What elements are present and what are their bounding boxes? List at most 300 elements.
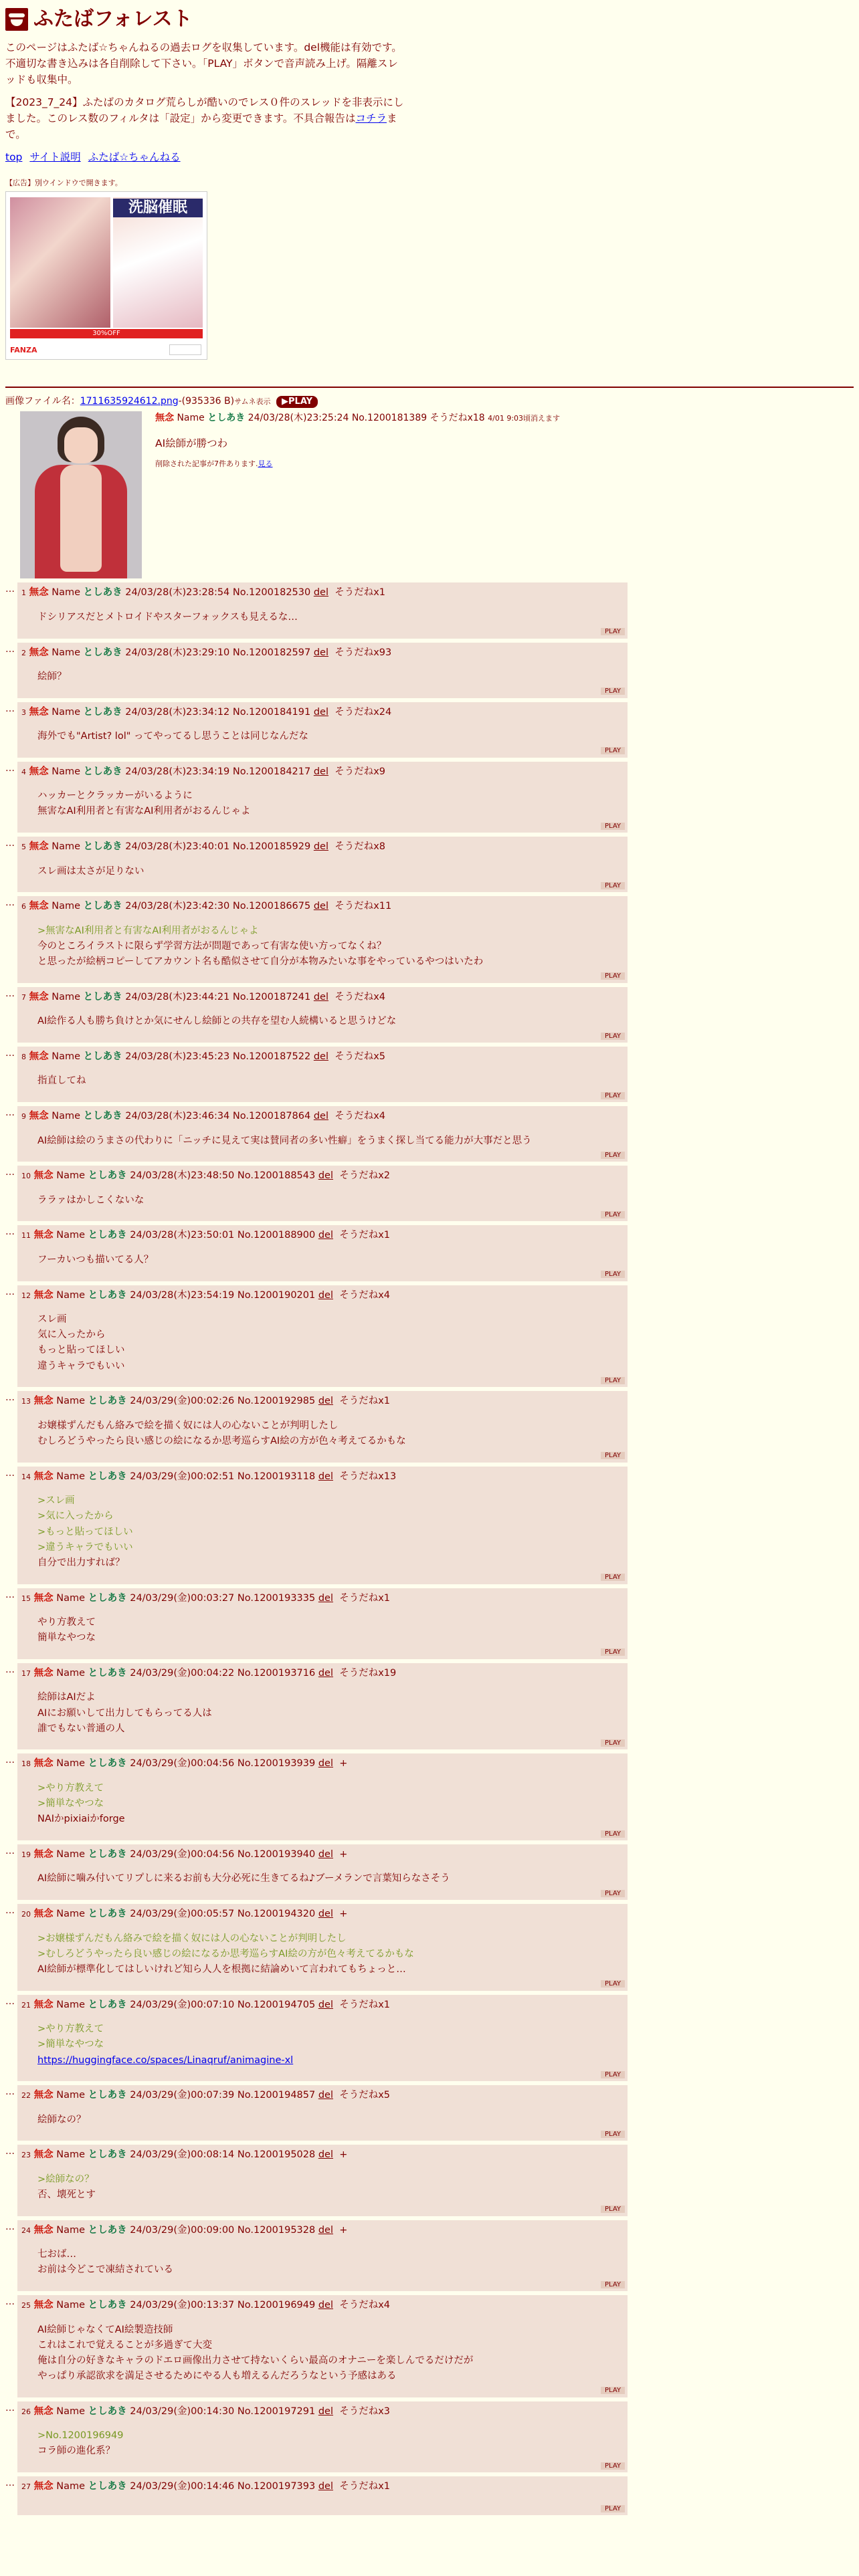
reply-play-button[interactable]: PLAY [601, 747, 625, 754]
reply-quote-line: >もっと貼ってほしい [37, 1526, 133, 1537]
reply-play-button[interactable]: PLAY [601, 882, 625, 889]
reply-box [17, 643, 628, 698]
reply-menu-icon[interactable]: … [5, 762, 15, 774]
reply-menu-icon[interactable]: … [5, 2296, 15, 2308]
reply-line: 絵師なの？ [37, 2114, 86, 2125]
reply-number[interactable]: No.1200185929 [232, 841, 311, 853]
op-file-info [5, 395, 854, 409]
reply-subject: 無念 [33, 2481, 54, 2492]
reply-sodane[interactable]: そうだねx11 [335, 901, 392, 912]
reply-line: 自分で出力すれば？ [37, 1557, 125, 1568]
reply-line: 海外でも"Artist? lol" ってやってるし思うことは同じなんだな [37, 731, 309, 742]
reply-name-label: Name [56, 1667, 85, 1679]
reply-index: 10 [21, 1172, 31, 1181]
reply-play-button[interactable]: PLAY [601, 1211, 625, 1218]
reply-datetime: 24/03/28(木)23:54:19 [130, 1289, 235, 1301]
reply-menu-icon[interactable]: … [5, 1846, 15, 1856]
reply-name: としあき [88, 1471, 127, 1482]
reply-subject: 無念 [33, 1396, 54, 1407]
reply-del-link[interactable]: del [313, 766, 328, 777]
reply-line: AI絵師に噛み付いてリプしに来るお前も大分必死に生きてるね♪ブーメランで言葉知らなさそう [37, 1873, 450, 1885]
reply-subject: 無念 [33, 1667, 54, 1679]
reply-number[interactable]: No.1200194320 [237, 1909, 316, 1920]
reply-header [21, 2088, 625, 2103]
reply-del-link[interactable]: del [318, 1909, 333, 1920]
reply-header [21, 1049, 625, 1064]
ad-image-left[interactable] [10, 197, 110, 328]
reply-box [17, 2085, 628, 2141]
reply-number[interactable]: No.1200193939 [237, 1758, 316, 1769]
reply-del-link[interactable]: del [318, 1230, 333, 1241]
reply-play-button[interactable]: PLAY [601, 2462, 625, 2470]
reply-number[interactable]: No.1200187864 [232, 1111, 311, 1122]
reply-subject: 無念 [33, 1592, 54, 1604]
reply-line: これはこれで覚えることが多過ぎて大変 [37, 2339, 212, 2351]
reply-name: としあき [88, 1170, 127, 1182]
reply-play-button[interactable]: PLAY [601, 2131, 625, 2138]
reply-row [5, 1663, 854, 1750]
reply-play-button[interactable]: PLAY [601, 1890, 625, 1897]
reply-menu-icon[interactable]: … [5, 1589, 15, 1600]
reply-line: 今のところイラストに限らず学習方法が問題であって有害な使い方ってなくね？ [37, 940, 387, 952]
reply-del-link[interactable]: del [318, 1396, 333, 1407]
reply-index: 24 [21, 2226, 31, 2235]
reply-body [37, 1418, 625, 1449]
reply-del-link[interactable]: del [318, 2405, 333, 2417]
reply-box [17, 1285, 628, 1388]
reply-subject: 無念 [33, 1230, 54, 1241]
reply-menu-icon[interactable]: … [5, 643, 15, 655]
reply-body [37, 1871, 625, 1887]
reply-play-row [21, 1376, 625, 1386]
reply-row [5, 2085, 854, 2141]
reply-number[interactable]: No.1200182597 [232, 647, 311, 658]
reply-del-link[interactable]: del [318, 1849, 333, 1860]
reply-del-link[interactable]: del [318, 2090, 333, 2101]
reply-datetime: 24/03/29(金)00:02:51 [130, 1471, 235, 1482]
reply-subject: 無念 [29, 647, 49, 658]
reply-row [5, 762, 854, 833]
reply-del-link[interactable]: del [318, 1592, 333, 1604]
reply-number[interactable]: No.1200188900 [237, 1230, 316, 1241]
reply-datetime: 24/03/29(金)00:04:22 [130, 1667, 235, 1679]
reply-datetime: 24/03/29(金)00:08:14 [130, 2149, 235, 2161]
reply-play-button[interactable]: PLAY [601, 2387, 625, 2394]
reply-quote-line: >簡単なやつな [37, 2039, 104, 2050]
reply-del-link[interactable]: del [313, 841, 328, 853]
reply-menu-icon[interactable]: … [5, 2146, 15, 2157]
reply-play-button[interactable]: PLAY [601, 1033, 625, 1040]
reply-subject: 無念 [33, 1471, 54, 1482]
nav-about-link[interactable]: サイト説明 [29, 150, 81, 163]
reply-del-link[interactable]: del [313, 901, 328, 912]
reply-name: としあき [83, 901, 122, 912]
reply-line: ハッカーとクラッカーがいるように [37, 790, 193, 802]
reply-sodane[interactable]: + [339, 1909, 348, 1920]
reply-play-button[interactable]: PLAY [601, 2071, 625, 2078]
reply-datetime: 24/03/28(木)23:40:01 [125, 841, 230, 853]
reply-del-link[interactable]: del [318, 1999, 333, 2010]
reply-number[interactable]: No.1200190201 [237, 1289, 316, 1301]
op-datetime: 24/03/28(木)23:25:24 [248, 413, 349, 424]
reply-subject: 無念 [33, 1170, 54, 1182]
reply-sodane[interactable]: そうだねx1 [339, 1230, 391, 1241]
op-thumbnail[interactable] [20, 411, 142, 578]
reply-number[interactable]: No.1200194857 [237, 2090, 316, 2101]
site-logo-icon[interactable] [5, 8, 28, 31]
reply-line: スレ画は太さが足りない [37, 865, 145, 877]
reply-menu-icon[interactable]: … [5, 2086, 15, 2098]
reply-menu-icon[interactable]: … [5, 1286, 15, 1297]
intro-notice-tail: まで。 [5, 112, 397, 140]
reply-body [37, 1781, 625, 1828]
reply-name: としあき [83, 1051, 122, 1062]
reply-number[interactable]: No.1200184191 [232, 706, 311, 718]
reply-index: 2 [21, 648, 26, 657]
reply-play-button[interactable]: PLAY [601, 2206, 625, 2213]
reply-box [17, 1106, 628, 1162]
reply-body [37, 2022, 625, 2068]
reply-list [5, 582, 854, 2515]
nav-futaba-link[interactable]: ふたば☆ちゃんねる [88, 150, 181, 163]
reply-play-button[interactable]: PLAY [601, 1092, 625, 1099]
reply-del-link[interactable]: del [318, 1471, 333, 1482]
op-subject: 無念 [155, 413, 174, 424]
thumb-face [64, 427, 98, 463]
ad-carousel-controls[interactable] [169, 344, 201, 355]
reply-body [37, 610, 625, 625]
reply-menu-icon[interactable]: … [5, 1905, 15, 1917]
reply-number[interactable]: No.1200195028 [237, 2149, 316, 2161]
reply-play-button[interactable]: PLAY [601, 1648, 625, 1656]
reply-menu-icon[interactable]: … [5, 2478, 15, 2489]
reply-del-link[interactable]: del [318, 1667, 333, 1679]
reply-number[interactable]: No.1200197291 [237, 2405, 316, 2417]
reply-line: ドシリアスだとメトロイドやスターフォックスも見えるな… [37, 611, 298, 623]
reply-menu-icon[interactable]: … [5, 2402, 15, 2413]
reply-subject: 無念 [33, 1289, 54, 1301]
op-name: としあき [207, 413, 246, 424]
reply-line: AI絵師が標準化してはしいけれど知ら人人を根拠に結論めいて言われてもちょっと… [37, 1964, 406, 1975]
reply-name-label: Name [52, 841, 80, 853]
reply-header [21, 1469, 625, 1484]
reply-number[interactable]: No.1200195328 [237, 2224, 316, 2236]
reply-datetime: 24/03/28(木)23:50:01 [130, 1230, 235, 1241]
reply-line: お前は今どこで凍結されている [37, 2264, 173, 2276]
reply-name-label: Name [52, 647, 80, 658]
reply-sodane[interactable]: そうだねx1 [339, 2481, 391, 2492]
reply-play-button[interactable]: PLAY [601, 1271, 625, 1278]
reply-del-link[interactable]: del [313, 587, 328, 599]
bug-report-link[interactable]: コチラ [355, 112, 387, 124]
reply-number[interactable]: No.1200187522 [232, 1051, 311, 1062]
reply-number[interactable]: No.1200193716 [237, 1667, 316, 1679]
reply-number[interactable]: No.1200193335 [237, 1592, 316, 1604]
header [5, 4, 854, 35]
reply-play-button[interactable]: PLAY [601, 1739, 625, 1747]
reply-sodane[interactable]: そうだねx1 [335, 587, 386, 599]
reply-menu-icon[interactable]: … [5, 1107, 15, 1119]
reply-row [5, 1166, 854, 1221]
reply-play-button[interactable]: PLAY [601, 628, 625, 635]
reply-header [21, 2404, 625, 2419]
reply-body [37, 2428, 625, 2459]
op-expiry: 4/01 9:03頃消えます [488, 414, 561, 423]
reply-play-row [21, 2204, 625, 2215]
site-title[interactable]: ふたばフォレスト [33, 7, 193, 31]
reply-play-button[interactable]: PLAY [601, 2505, 625, 2512]
reply-header [21, 1847, 625, 1862]
op-file-link[interactable]: 1711635924612.png [80, 395, 179, 407]
reply-play-row [21, 821, 625, 832]
reply-number[interactable]: No.1200184217 [232, 766, 311, 777]
deleted-view-link[interactable]: 見る [258, 459, 273, 469]
reply-del-link[interactable]: del [318, 2481, 333, 2492]
reply-play-row [21, 881, 625, 891]
reply-name: としあき [88, 1289, 127, 1301]
reply-index: 9 [21, 1112, 26, 1121]
reply-row [5, 1106, 854, 1162]
reply-play-row [21, 2070, 625, 2080]
reply-row [5, 837, 854, 892]
reply-sodane[interactable]: そうだねx1 [339, 1999, 391, 2010]
reply-play-button[interactable]: PLAY [601, 1452, 625, 1459]
reply-del-link[interactable]: del [313, 1051, 328, 1062]
reply-sodane[interactable]: そうだねx2 [339, 1170, 391, 1182]
reply-menu-icon[interactable]: … [5, 703, 15, 714]
reply-number[interactable]: No.1200182530 [232, 587, 311, 599]
reply-menu-icon[interactable]: … [5, 1392, 15, 1404]
ad-discount-bar: 30%OFF [10, 329, 203, 338]
reply-name: としあき [88, 2300, 127, 2311]
reply-box [17, 987, 628, 1043]
reply-line: 違うキャラでもいい [37, 1360, 125, 1372]
reply-name: としあき [88, 2149, 127, 2161]
reply-name-label: Name [56, 2405, 85, 2417]
reply-line: NAIかpixiaiかforge [37, 1814, 125, 1825]
reply-row [5, 582, 854, 638]
reply-del-link[interactable]: del [318, 2149, 333, 2161]
reply-menu-icon[interactable]: … [5, 1467, 15, 1479]
reply-name-label: Name [52, 706, 80, 718]
reply-del-link[interactable]: del [318, 2300, 333, 2311]
reply-datetime: 24/03/29(金)00:07:10 [130, 1999, 235, 2010]
nav-top-link[interactable]: top [5, 150, 23, 163]
reply-play-button[interactable]: PLAY [601, 823, 625, 830]
op-name-label: Name [177, 413, 205, 424]
reply-del-link[interactable]: del [318, 1289, 333, 1301]
reply-name-label: Name [52, 1111, 80, 1122]
reply-body [37, 1312, 625, 1374]
reply-datetime: 24/03/29(金)00:04:56 [130, 1758, 235, 1769]
reply-sodane[interactable]: そうだねx4 [335, 991, 386, 1002]
op-number[interactable]: No.1200181389 [351, 413, 427, 424]
intro [5, 39, 854, 142]
reply-name: としあき [88, 2405, 127, 2417]
reply-sodane[interactable]: そうだねx3 [339, 2405, 391, 2417]
reply-name: としあき [83, 841, 122, 853]
reply-sodane[interactable]: そうだねx4 [339, 2300, 391, 2311]
reply-row [5, 896, 854, 983]
reply-index: 18 [21, 1759, 31, 1769]
reply-del-link[interactable]: del [313, 1111, 328, 1122]
reply-menu-icon[interactable]: … [5, 1664, 15, 1675]
reply-menu-icon[interactable]: … [5, 1167, 15, 1178]
op-header [155, 411, 560, 426]
reply-datetime: 24/03/29(金)00:03:27 [130, 1592, 235, 1604]
reply-line: ララァはかしこくないな [37, 1194, 145, 1206]
reply-menu-icon[interactable]: … [5, 584, 15, 595]
reply-quote-line: >違うキャラでもいい [37, 1541, 133, 1553]
ad-banner[interactable] [5, 191, 207, 360]
reply-box [17, 2145, 628, 2216]
reply-name: としあき [83, 991, 122, 1002]
reply-play-row [21, 1150, 625, 1161]
reply-menu-icon[interactable]: … [5, 1996, 15, 2007]
reply-sodane[interactable]: + [339, 2149, 348, 2161]
reply-number[interactable]: No.1200193940 [237, 1849, 316, 1860]
reply-del-link[interactable]: del [313, 706, 328, 718]
reply-number[interactable]: No.1200193118 [237, 1471, 316, 1482]
op-play-button[interactable]: ▶PLAY [276, 396, 318, 408]
reply-body [37, 1073, 625, 1089]
reply-play-button[interactable]: PLAY [601, 1980, 625, 1988]
reply-index: 5 [21, 843, 26, 852]
reply-play-button[interactable]: PLAY [601, 1152, 625, 1159]
reply-play-row [21, 1269, 625, 1280]
thumb-body [60, 465, 102, 572]
reply-sodane[interactable]: そうだねx13 [339, 1471, 397, 1482]
reply-line: やっぱり承認欲求を満足させるためにやる人も増えるんだろうなという予感はある [37, 2371, 397, 2382]
reply-datetime: 24/03/29(金)00:04:56 [130, 1849, 235, 1860]
reply-menu-icon[interactable]: … [5, 1226, 15, 1238]
reply-number[interactable]: No.1200187241 [232, 991, 311, 1002]
reply-datetime: 24/03/28(木)23:28:54 [125, 587, 230, 599]
reply-sodane[interactable]: + [339, 1849, 348, 1860]
reply-subject: 無念 [33, 1849, 54, 1860]
reply-number[interactable]: No.1200192985 [237, 1396, 316, 1407]
reply-number[interactable]: No.1200197393 [237, 2481, 316, 2492]
reply-number[interactable]: No.1200186675 [232, 901, 311, 912]
reply-sodane[interactable]: + [339, 1758, 348, 1769]
reply-play-button[interactable]: PLAY [601, 1830, 625, 1838]
reply-box [17, 1467, 628, 1584]
reply-subject: 無念 [33, 2300, 54, 2311]
reply-number[interactable]: No.1200196949 [237, 2300, 316, 2311]
reply-sodane[interactable]: そうだねx19 [339, 1667, 397, 1679]
reply-sodane[interactable]: + [339, 2224, 348, 2236]
reply-number[interactable]: No.1200194705 [237, 1999, 316, 2010]
reply-sodane[interactable]: そうだねx4 [339, 1289, 391, 1301]
reply-sodane[interactable]: そうだねx4 [335, 1111, 386, 1122]
reply-row [5, 2401, 854, 2472]
reply-box [17, 1753, 628, 1840]
reply-index: 27 [21, 2482, 31, 2492]
reply-name: としあき [88, 1667, 127, 1679]
reply-name-label: Name [56, 1471, 85, 1482]
reply-del-link[interactable]: del [318, 2224, 333, 2236]
reply-sodane[interactable]: そうだねx9 [335, 766, 386, 777]
reply-index: 23 [21, 2151, 31, 2160]
reply-header [21, 705, 625, 720]
reply-header [21, 1591, 625, 1606]
reply-del-link[interactable]: del [313, 991, 328, 1002]
reply-body [37, 864, 625, 879]
reply-url-link[interactable]: https://huggingface.co/spaces/Linaqruf/animagine-xl [37, 2054, 294, 2066]
reply-sodane[interactable]: そうだねx1 [339, 1592, 391, 1604]
reply-row [5, 1995, 854, 2082]
reply-play-button[interactable]: PLAY [601, 687, 625, 695]
reply-play-row [21, 2504, 625, 2514]
op-sodane[interactable]: そうだねx18 [430, 413, 485, 424]
reply-datetime: 24/03/28(木)23:46:34 [125, 1111, 230, 1122]
reply-body [37, 1493, 625, 1571]
reply-line: と思ったが絵柄コピーしてアカウント名も酷似させて自分が本物みたいな事をやっているやつはいたわ [37, 956, 484, 968]
intro-text: このページはふたば☆ちゃんねるの過去ログを収集しています。del機能は有効です。不適切な書き込みは各自削除して下さい。「PLAY」ボタンで音声読み上げ。隔離スレッドも収集中。 [5, 41, 402, 86]
reply-box [17, 762, 628, 833]
reply-menu-icon[interactable]: … [5, 1048, 15, 1059]
reply-play-button[interactable]: PLAY [601, 2281, 625, 2288]
op-post [20, 411, 854, 578]
reply-play-button[interactable]: PLAY [601, 1377, 625, 1384]
reply-line: フーカいつも描いてる人？ [37, 1254, 154, 1265]
reply-line: 指直してね [37, 1075, 86, 1087]
reply-sodane[interactable]: そうだねx93 [335, 647, 392, 658]
reply-name-label: Name [56, 2481, 85, 2492]
reply-row [5, 2220, 854, 2291]
reply-name: としあき [88, 1758, 127, 1769]
reply-subject: 無念 [29, 706, 49, 718]
reply-del-link[interactable]: del [318, 1758, 333, 1769]
reply-sodane[interactable]: そうだねx24 [335, 706, 392, 718]
reply-name-label: Name [56, 1909, 85, 1920]
reply-sodane[interactable]: そうだねx5 [335, 1051, 386, 1062]
reply-menu-icon[interactable]: … [5, 897, 15, 909]
reply-quote-line: >やり方教えて [37, 1782, 104, 1794]
reply-index: 25 [21, 2301, 31, 2311]
reply-body [37, 1253, 625, 1268]
reply-quote-line: >絵師なの？ [37, 2173, 94, 2185]
reply-box [17, 1904, 628, 1991]
reply-menu-icon[interactable]: … [5, 988, 15, 999]
reply-row [5, 1844, 854, 1900]
reply-del-link[interactable]: del [318, 1170, 333, 1182]
reply-box [17, 1588, 628, 1659]
reply-menu-icon[interactable]: … [5, 2221, 15, 2232]
reply-box [17, 1166, 628, 1221]
op-deleted-note [155, 458, 560, 469]
reply-name: としあき [88, 1999, 127, 2010]
reply-line: スレ画 [37, 1314, 67, 1325]
reply-datetime: 24/03/28(木)23:48:50 [130, 1170, 235, 1182]
reply-play-row [21, 1829, 625, 1840]
reply-subject: 無念 [33, 2224, 54, 2236]
reply-name-label: Name [52, 766, 80, 777]
reply-box [17, 896, 628, 983]
op-play-label: PLAY [288, 396, 313, 407]
reply-play-button[interactable]: PLAY [601, 972, 625, 980]
reply-sodane[interactable]: そうだねx8 [335, 841, 386, 853]
reply-play-button[interactable]: PLAY [601, 1574, 625, 1581]
reply-number[interactable]: No.1200188543 [237, 1170, 316, 1182]
reply-sodane[interactable]: そうだねx5 [339, 2090, 391, 2101]
reply-sodane[interactable]: そうだねx1 [339, 1396, 391, 1407]
reply-menu-icon[interactable]: … [5, 838, 15, 849]
reply-datetime: 24/03/29(金)00:14:30 [130, 2405, 235, 2417]
reply-del-link[interactable]: del [313, 647, 328, 658]
reply-header [21, 899, 625, 914]
reply-menu-icon[interactable]: … [5, 1755, 15, 1766]
